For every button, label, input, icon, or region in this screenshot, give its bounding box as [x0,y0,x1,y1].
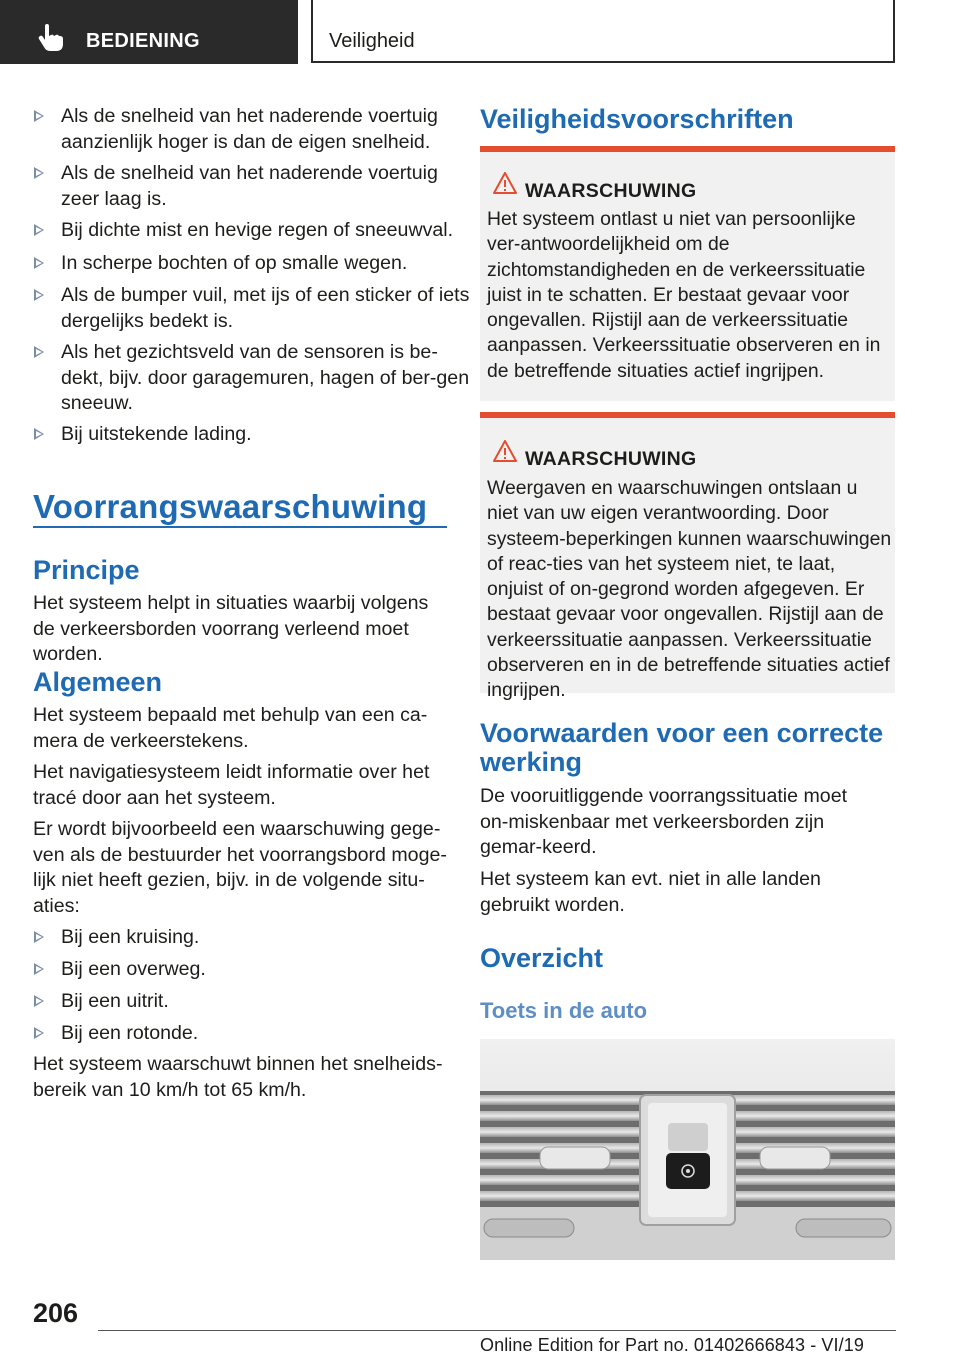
list-item: Bij dichte mist en hevige regen of sneeuwval. [33,218,475,244]
voorwaarden-paragraph: Het systeem kan evt. niet in alle landen gebruikt worden. [480,868,821,916]
safety-heading: Veiligheidsvoorschriften [480,104,794,134]
list-item: Bij een rotonde. [33,1021,475,1047]
header-chapter-box [311,0,895,63]
bullet-triangle-icon [34,167,44,179]
list-item: Bij een overweg. [33,957,475,983]
bullet-triangle-icon [34,428,44,440]
bullet-triangle-icon [34,1027,44,1039]
bullet-triangle-icon [34,963,44,975]
list-item: Als het gezichtsveld van de sensoren is be-dekt, bijv. door garagemuren, hagen of ber-gen sneeuw. [33,340,475,417]
algemeen-paragraph: Het navigatiesysteem leidt informatie over het tracé door aan het systeem. [33,761,430,809]
warning-text: Het systeem ontlast u niet van persoonlijke ver-antwoordelijkheid om de zichtomstandigheden en de verkeerssituatie juist in te schatten. Er bestaat gevaar voor ongevallen. Rijstijl aan de verkeerssituatie aanpassen. Verkeerssituatie observeren en in de betreffende situaties actief ingrijpen. [487,208,881,382]
warning-title: WAARSCHUWING [525,448,697,470]
bullet-triangle-icon [34,931,44,943]
algemeen-paragraph: Er wordt bijvoorbeeld een waarschuwing gege-ven als de bestuurder het voorrangsbord moge-lijk niet heeft gezien, bijv. in de volgende situ-aties: [33,818,447,917]
chapter-label: Veiligheid [329,30,415,52]
warning-triangle-icon [493,440,517,462]
page-number: 206 [33,1298,79,1328]
overzicht-heading: Overzicht [480,943,604,973]
algemeen-paragraph: Het systeem bepaald met behulp van een ca-mera de verkeerstekens. [33,704,428,752]
warning-text: Weergaven en waarschuwingen ontslaan u niet van uw eigen verantwoording. Door systeem-beperkingen kunnen waarschuwingen of reac-ties van het systeem niet, te laat, onjuist of on-gegrond worden afgegeven. Er bestaat gevaar voor ongevallen. Rijstijl aan de verkeerssituatie aanpassen. Verkeerssituatie observeren en in de betreffende situaties actief ingrijpen. [487,477,892,702]
edition-text: Online Edition for Part no. 01402666843 - VI/19 [480,1335,864,1355]
bullet-triangle-icon [34,110,44,122]
list-item: Als de bumper vuil, met ijs of een sticker of iets dergelijks bedekt is. [33,283,475,334]
list-item: Bij een uitrit. [33,989,475,1015]
voorwaarden-paragraph: De vooruitliggende voorrangssituatie moet on-miskenbaar met verkeersborden zijn gemar-keerd. [480,785,848,858]
air-vent-button-illustration [480,1039,895,1260]
list-item: Bij uitstekende lading. [33,422,475,448]
algemeen-paragraph: Het systeem waarschuwt binnen het snelheids-bereik van 10 km/h tot 65 km/h. [33,1053,443,1101]
list-item: In scherpe bochten of op smalle wegen. [33,251,475,277]
warning-box [480,146,895,401]
section-label: BEDIENING [86,30,200,52]
warning-box [480,412,895,702]
bullet-triangle-icon [34,289,44,301]
warning-title: WAARSCHUWING [525,180,697,202]
heading-rule [33,526,447,528]
hand-pointer-icon [38,24,64,52]
principe-heading: Principe [33,555,140,585]
voorwaarden-heading: Voorwaarden voor een correcte werking [480,718,884,777]
header-section-tab [0,0,298,64]
main-heading: Voorrangswaarschuwing [33,488,428,525]
bullet-triangle-icon [34,257,44,269]
list-item: Bij een kruising. [33,925,475,951]
bullet-triangle-icon [34,995,44,1007]
list-item: Als de snelheid van het naderende voertuig zeer laag is. [33,161,475,212]
bullet-triangle-icon [34,346,44,358]
footer-rule [98,1330,896,1331]
toets-heading: Toets in de auto [480,998,648,1023]
algemeen-heading: Algemeen [33,667,163,697]
bullet-triangle-icon [34,224,44,236]
button-photo [480,1039,895,1260]
warning-triangle-icon [493,172,517,194]
principe-text: Het systeem helpt in situaties waarbij volgens de verkeersborden voorrang verleend moet worden. [33,592,429,665]
list-item: Als de snelheid van het naderende voertuig aanzienlijk hoger is dan de eigen snelheid. [33,104,475,155]
